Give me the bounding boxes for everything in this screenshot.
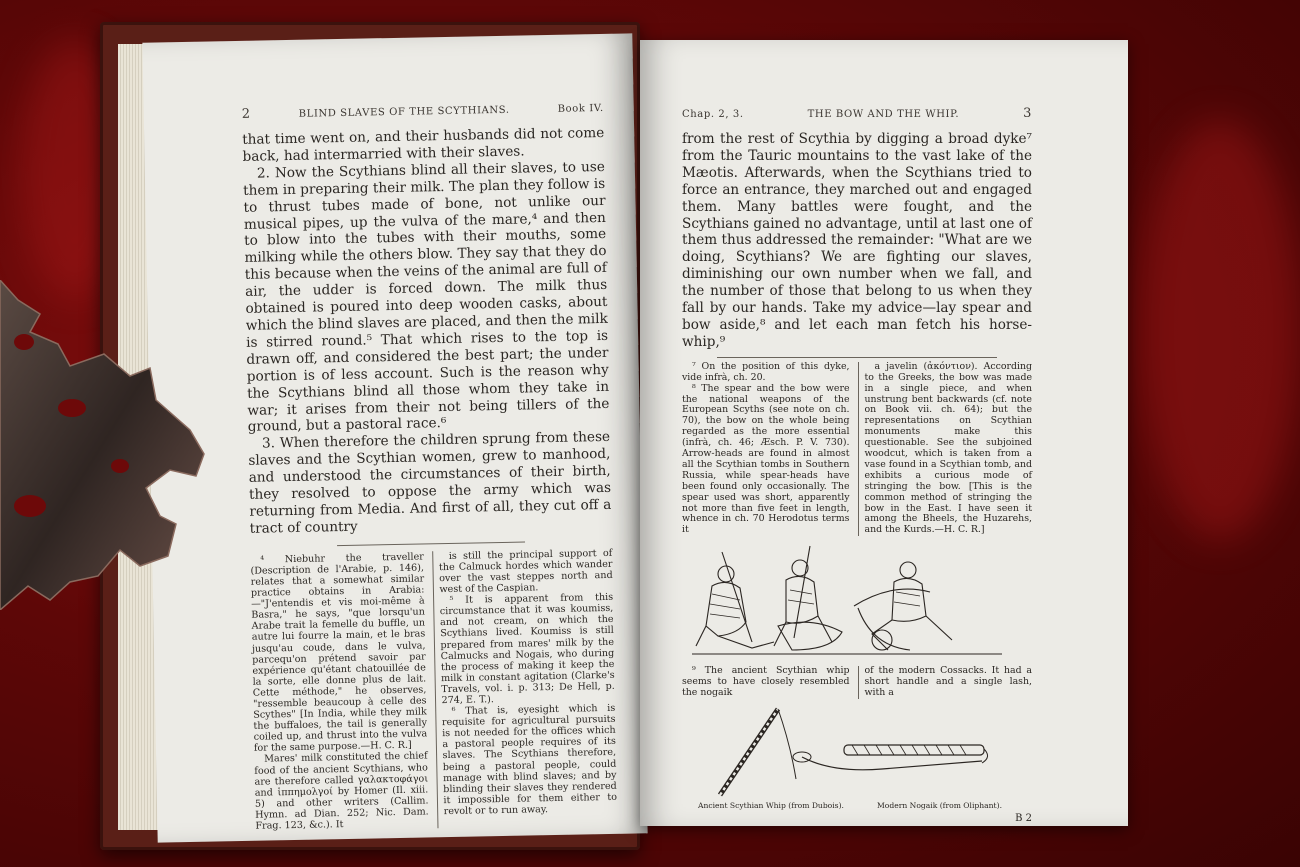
- right-page: [640, 40, 1128, 826]
- footnote-column: [250, 551, 429, 832]
- left-running-title: BLIND SLAVES OF THE SCYTHIANS.: [298, 104, 510, 120]
- paragraph: from the rest of Scythia by digging a broad dyke⁷ from the Tauric mountains to the vast lake of the Mæotis. Afterwards, when the Scythians tried to force an entrance, they marched out and engaged them. Many battles were fought, and the Scythians gained no advantage, until at last one of them thus addressed the remainder: "What are we doing, Scythians? We are fighting our slaves, diminishing our own number when we fall, and the number of those that belong to us when they fall by our hands. Take my advice—lay spear and bow aside,⁸ and let each man fetch his horse-whip,⁹: [682, 131, 1032, 350]
- woodcut-illustration: [682, 542, 1032, 666]
- footnote-column: [858, 362, 1033, 537]
- footnote: ⁶ That is, eyesight which is requisite for agricultural pursuits is not needed for the offices which a pastoral people requires of its slaves. The Scythians therefore, being a pastoral people, could manage with blind slaves; and by blinding their slaves they rendered it impossible for them either to revolt or to run away.: [441, 702, 618, 818]
- footnote: ⁷ On the position of this dyke, vide infrà, ch. 20.: [682, 360, 850, 383]
- right-running-head: [682, 106, 1032, 121]
- footnote: is still the principal support of the Calmuck hordes which wander over the vast steppes north and west of the Caspian.: [438, 547, 613, 596]
- velvet-highlight: [1140, 120, 1300, 540]
- left-page: [142, 33, 647, 842]
- paragraph: 3. When therefore the children sprung from these slaves and the Scythian women, grew to manhood, and understood the circumstances of their birth, they resolved to oppose the army which was returning from Media. And first of all, they cut off a tract of country: [248, 429, 612, 537]
- footnote-rule: [337, 541, 525, 546]
- scythian-figures-woodcut: [682, 542, 1032, 666]
- caption-modern-nogaik: Modern Nogaik (from Oliphant).: [877, 801, 1002, 810]
- clip-hole: [111, 459, 129, 473]
- left-running-head: [242, 100, 604, 122]
- paragraph: 2. Now the Scythians blind all their slaves, to use them in preparing their milk. The plan they follow is to thrust tubes made of bone, not unlike our musical pipes, up the vulva of the mare,⁴ and then to blow into the tubes with their mouths, some milking while the others blow. They say that they do this because when the veins of the animal are full of air, the udder is forced down. The milk thus obtained is poured into deep wooden casks, about which the blind slaves are placed, and then the milk is stirred round.⁵ That which rises to the top is drawn off, and considered the best part; the under portion is of less account. Such is the reason why the Scythians blind all those whom they take in war; it arises from their not being tillers of the ground, but a pastoral race.⁶: [243, 158, 610, 436]
- left-page-number: 2: [241, 106, 251, 122]
- left-body-text: [242, 125, 612, 538]
- footnote-column: [682, 362, 850, 537]
- clip-hole: [14, 334, 34, 350]
- clip-hole: [58, 399, 86, 417]
- metal-page-clip: [0, 280, 215, 610]
- whip-footnote: [682, 666, 1032, 699]
- footnote-column: [682, 666, 850, 699]
- footnote: ⁵ It is apparent from this circumstance that it was koumiss, and not cream, on which the Scythians lived. Koumiss is still prepared from mares' milk by the Calmucks and Nogais, who during the process of making it keep the milk in constant agitation (Clarke's Travels, vol. i. p. 313; De Hell, p. 274, E. T.).: [439, 591, 615, 707]
- footnote-column: [432, 548, 618, 829]
- signature-mark: B 2: [1015, 813, 1032, 824]
- woodcut-captions: [682, 801, 1032, 810]
- footnote: of the modern Cossacks. It had a short handle and a single lash, with a: [864, 665, 1032, 699]
- caption-ancient-whip: Ancient Scythian Whip (from Dubois).: [698, 801, 844, 810]
- footnote: a javelin (ἀκόντιον). According to the Greeks, the bow was made in a single piece, and when unstrung bent backwards (cf. note on Book vii. ch. 64); but the representations on Scythian monuments make this questionable. See the subjoined woodcut, which is taken from a vase found in a Scythian tomb, and exhibits a curious mode of stringing the bow. [This is the common method of stringing the bow in the East. I have seen it among the Bheels, the Huzarehs, and the Kurds.—H. C. R.]: [864, 360, 1032, 536]
- footnote-rule: [717, 357, 997, 358]
- whips-woodcut: [682, 703, 1032, 799]
- book-label: Book IV.: [557, 102, 604, 115]
- right-body-text: [682, 131, 1032, 351]
- clip-hole: [14, 495, 46, 517]
- footnote: Mares' milk constituted the chief food of the ancient Scythians, who are therefore called γαλακτοφάγοι and ἱππημολγοί by Homer (Il. xiii. 5) and other writers (Callim. Hymn. ad Dian. 252; Nic. Dam. Frag. 123, &c.). It: [254, 750, 429, 832]
- left-footnotes: [250, 548, 617, 832]
- footnote-column: [858, 666, 1033, 699]
- footnote: ⁸ The spear and the bow were the national weapons of the European Scyths (see note on ch. 70), the bow on the whole being regarded as the more essential (infrà, ch. 46; Æsch. P. V. 730). Arrow-heads are found in almost all the Scythian tombs in Southern Russia, while spear-heads have been found only occasionally. The spear used was short, apparently not more than five feet in length, whence in ch. 70 Herodotus terms it: [682, 382, 850, 536]
- footnote: ⁴ Niebuhr the traveller (Description de l'Arabie, p. 146), relates that a somewhat similar practice obtains in Arabia:—"J'entendis et vis moi-même à Basra," he says, "que lorsqu'un Arabe trait la femelle du buffle, un autre lui fourre la main, et le bras jusqu'au coude, dans le vulva, parcequ'on prétend savoir par expérience qu'étant chatouillée de la sorte, elle donne plus de lait. Cette méthode," he observes, "ressemble beaucoup à celle des Scythes" [In India, while they milk the buffaloes, the tail is generally coiled up, and thrust into the vulva for the same purpose.—H. C. R.]: [250, 551, 428, 755]
- right-page-number: 3: [1023, 106, 1032, 121]
- chapter-label: Chap. 2, 3.: [682, 109, 744, 120]
- right-running-title: THE BOW AND THE WHIP.: [807, 109, 960, 120]
- right-footnotes: [682, 362, 1032, 537]
- whips-illustration: [682, 703, 1032, 799]
- footnote: ⁹ The ancient Scythian whip seems to have closely resembled the nogaik: [682, 665, 850, 699]
- paragraph: that time went on, and their husbands did not come back, had intermarried with their slaves.: [242, 124, 605, 165]
